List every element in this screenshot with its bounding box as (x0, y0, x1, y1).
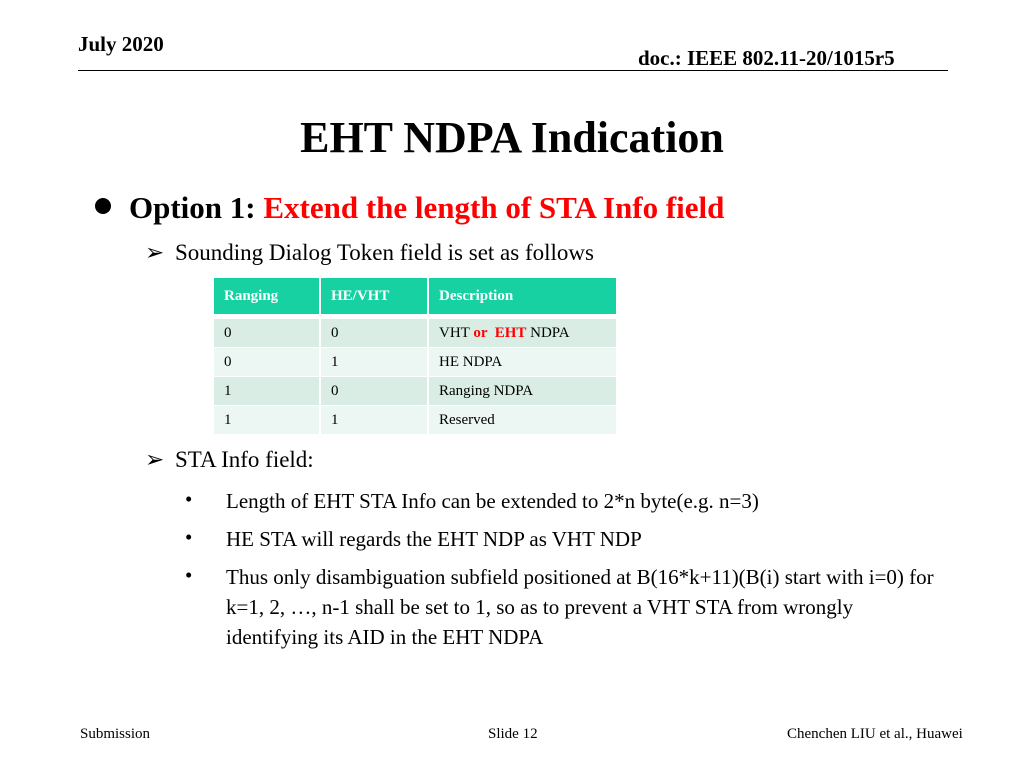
table-row (214, 377, 616, 406)
arrow-bullet-icon: ➢ (145, 240, 165, 265)
table-row (214, 406, 616, 435)
bullet-item: Thus only disambiguation subfield positioned at B(16*k+11)(B(i) start with i=0) for k=1, 2, …, n-1 shall be set to 1, so as to prevent a VHT STA from wrongly identifying its AID in the EHT NDPA (226, 565, 934, 649)
subpoint-sounding-text: Sounding Dialog Token field is set as follows (175, 240, 594, 265)
header-date: July 2020 (78, 32, 164, 56)
header-doc-id: doc.: IEEE 802.11-20/1015r5 (638, 46, 895, 70)
desc-red: or EHT (473, 324, 527, 341)
bullet-dot-icon: • (185, 525, 193, 549)
table-cell: 0 (321, 377, 429, 406)
subpoint-sounding (145, 240, 594, 266)
bullet-dot-icon: • (185, 563, 193, 587)
table-header-row (214, 278, 616, 314)
table-header-hevht: HE/VHT (321, 278, 429, 314)
arrow-bullet-icon: ➢ (145, 447, 165, 472)
footer-submission: Submission (80, 726, 151, 742)
bullet-item: Length of EHT STA Info can be extended to 2*n byte(e.g. n=3) (226, 489, 759, 513)
desc-post: NDPA (526, 324, 570, 341)
table-cell: Ranging NDPA (429, 377, 616, 406)
table-cell: 0 (214, 348, 321, 377)
table-cell (429, 319, 616, 348)
table-cell: HE NDPA (429, 348, 616, 377)
bullet-dot-icon: • (185, 487, 193, 511)
table-cell: 1 (214, 406, 321, 435)
table-header-ranging: Ranging (214, 278, 321, 314)
slide-title: EHT NDPA Indication (300, 113, 724, 162)
table-row (214, 348, 616, 377)
bullet-dot-icon (95, 198, 111, 214)
table-row (214, 319, 616, 348)
table-cell: 0 (321, 319, 429, 348)
footer-slide-number: Slide 12 (488, 726, 538, 742)
subpoint-sta-info (145, 447, 314, 473)
table-header-description: Description (429, 278, 616, 314)
table-cell: 0 (214, 319, 321, 348)
footer-author: Chenchen LIU et al., Huawei (787, 726, 963, 742)
table-cell: 1 (214, 377, 321, 406)
sounding-token-table (214, 278, 616, 435)
subpoint-sta-info-text: STA Info field: (175, 447, 314, 472)
table-cell: 1 (321, 348, 429, 377)
table-cell: 1 (321, 406, 429, 435)
header-divider (78, 70, 948, 71)
option-heading (95, 190, 724, 226)
bullet-item: HE STA will regards the EHT NDP as VHT NDP (226, 527, 642, 551)
option-prefix: Option 1: (129, 190, 264, 225)
table-cell: Reserved (429, 406, 616, 435)
option-highlight: Extend the length of STA Info field (263, 190, 725, 225)
desc-pre: VHT (439, 324, 474, 341)
